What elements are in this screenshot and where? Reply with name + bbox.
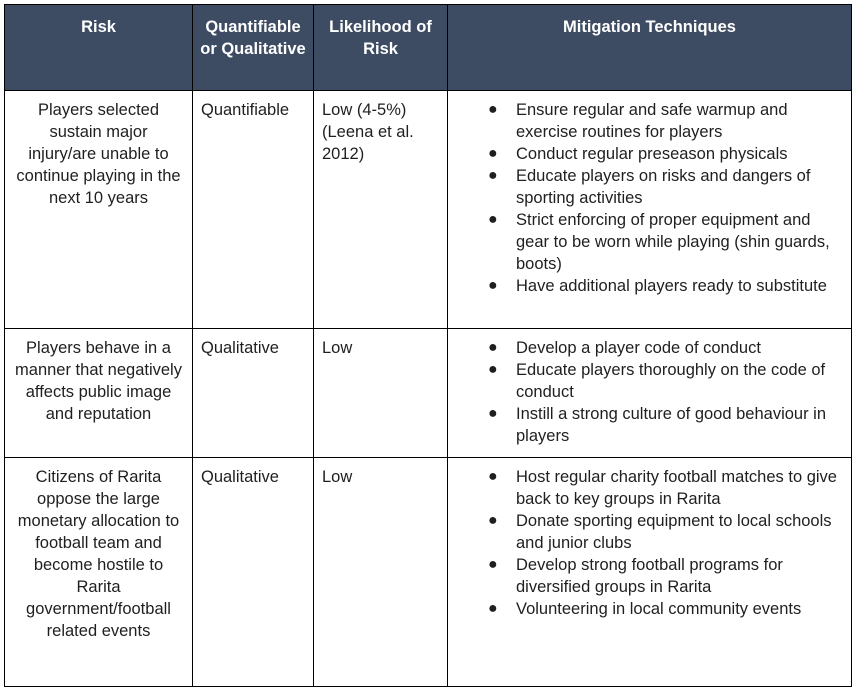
likelihood-cell: Low (4-5%) (Leena et al. 2012) [314,91,448,329]
list-item-text: Conduct regular preseason physicals [516,145,788,163]
risk-cell: Players selected sustain major injury/are unable to continue playing in the next 10 years [5,91,193,329]
list-item [462,598,843,620]
bullet-icon: ● [488,556,498,573]
bullet-icon: ● [488,361,498,378]
bullet-icon: ● [488,468,498,485]
header-risk: Risk [5,5,193,91]
list-item-text: Host regular charity football matches to give back to key groups in Rarita [516,468,837,508]
header-mitigation: Mitigation Techniques [448,5,852,91]
mitigation-cell [448,91,852,329]
list-item [462,554,843,598]
list-item-text: Instill a strong culture of good behaviour in players [516,405,827,445]
bullet-icon: ● [488,211,498,228]
risk-table [4,4,852,687]
list-item-text: Educate players thoroughly on the code of conduct [516,361,826,401]
header-row [5,5,852,91]
bullet-icon: ● [488,101,498,118]
list-item-text: Donate sporting equipment to local schools and junior clubs [516,512,832,552]
list-item [462,337,843,359]
header-quantifiable-or-qualitative: Quantifiable or Qualitative [193,5,314,91]
bullet-icon: ● [488,339,498,356]
list-item-text: Volunteering in local community events [516,600,802,618]
mitigation-list [462,337,843,447]
quant-cell: Qualitative [193,458,314,687]
likelihood-cell: Low [314,329,448,458]
mitigation-list [462,99,843,297]
bullet-icon: ● [488,512,498,529]
list-item [462,466,843,510]
header-likelihood: Likelihood of Risk [314,5,448,91]
risk-cell: Citizens of Rarita oppose the large monetary allocation to football team and become hostile to Rarita government/football related events [5,458,193,687]
list-item [462,209,843,275]
list-item-text: Develop a player code of conduct [516,339,761,357]
bullet-icon: ● [488,145,498,162]
list-item [462,143,843,165]
table-row [5,329,852,458]
bullet-icon: ● [488,600,498,617]
list-item [462,165,843,209]
list-item-text: Strict enforcing of proper equipment and gear to be worn while playing (shin guards, boots) [516,211,830,273]
quant-cell: Quantifiable [193,91,314,329]
list-item [462,403,843,447]
mitigation-cell [448,329,852,458]
list-item [462,99,843,143]
likelihood-cell: Low [314,458,448,687]
bullet-icon: ● [488,167,498,184]
table-row [5,458,852,687]
list-item-text: Have additional players ready to substitute [516,277,827,295]
table-row [5,91,852,329]
risk-cell: Players behave in a manner that negatively affects public image and reputation [5,329,193,458]
list-item-text: Develop strong football programs for diversified groups in Rarita [516,556,783,596]
list-item [462,510,843,554]
bullet-icon: ● [488,405,498,422]
mitigation-cell [448,458,852,687]
mitigation-list [462,466,843,620]
list-item [462,275,843,297]
list-item-text: Educate players on risks and dangers of sporting activities [516,167,811,207]
list-item [462,359,843,403]
bullet-icon: ● [488,277,498,294]
list-item-text: Ensure regular and safe warmup and exercise routines for players [516,101,788,141]
quant-cell: Qualitative [193,329,314,458]
